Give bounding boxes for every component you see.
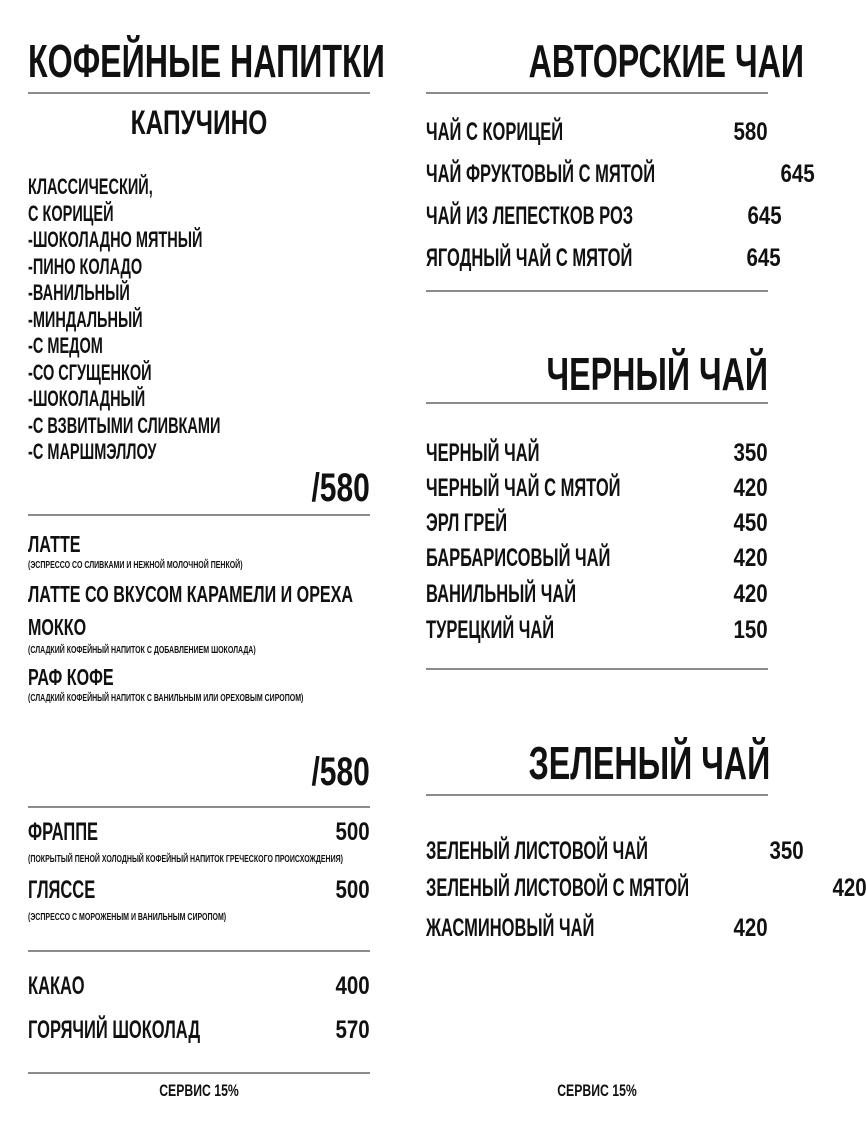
- raf-description: (СЛАДКИЙ КОФЕЙНЫЙ НАПИТОК С ВАНИЛЬНЫМ ИЛИ ОРЕХОВЫМ СИРОПОМ): [28, 693, 304, 704]
- mocha-name: МОККО: [28, 614, 87, 640]
- divider: [426, 794, 768, 796]
- item-price: 500: [335, 817, 370, 846]
- cappuccino-line: -СО СГУЩЕНКОЙ: [28, 359, 152, 385]
- divider: [28, 950, 370, 952]
- cappuccino-line: -С МЕДОМ: [28, 333, 103, 358]
- menu-item-frappe: [28, 816, 370, 848]
- cappuccino-line: -МИНДАЛЬНЫЙ: [28, 306, 143, 332]
- cappuccino-line: -С МАРШМЭЛЛОУ: [28, 439, 157, 464]
- cappuccino-title: КАПУЧИНО: [130, 104, 268, 142]
- item-name: ФРАППЕ: [28, 817, 99, 846]
- service-charge-note: СЕРВИС 15%: [557, 1081, 637, 1100]
- latte-description: (ЭСПРЕССО СО СЛИВКАМИ И НЕЖНОЙ МОЛОЧНОЙ ПЕНКОЙ): [28, 560, 243, 571]
- service-charge-note: СЕРВИС 15%: [159, 1081, 239, 1100]
- item-name: КАКАО: [28, 971, 85, 1000]
- item-price: 350: [769, 836, 805, 865]
- tea-column: [426, 0, 866, 1130]
- item-name: ЧАЙ ФРУКТОВЫЙ С МЯТОЙ: [426, 159, 656, 188]
- menu-item: [426, 437, 768, 469]
- menu-item: [426, 200, 782, 232]
- item-name: ЗЕЛЕНЫЙ ЛИСТОВОЙ ЧАЙ: [426, 836, 649, 865]
- divider: [28, 1072, 370, 1074]
- item-name: ВАНИЛЬНЫЙ ЧАЙ: [426, 579, 577, 608]
- latte-group: [28, 530, 370, 705]
- cappuccino-price: /580: [311, 466, 370, 510]
- menu-item: [426, 242, 781, 274]
- menu-item: [426, 507, 768, 539]
- item-price: 350: [733, 438, 768, 467]
- item-price: 645: [746, 243, 781, 272]
- divider: [426, 402, 768, 404]
- divider: [426, 290, 768, 292]
- menu-item: [426, 912, 768, 944]
- divider: [426, 668, 768, 670]
- mocha-description: (СЛАДКИЙ КОФЕЙНЫЙ НАПИТОК С ДОБАВЛЕНИЕМ ШОКОЛАДА): [28, 645, 256, 656]
- item-price: 400: [335, 971, 370, 1000]
- cappuccino-line: КЛАССИЧЕСКИЙ,: [28, 174, 153, 199]
- menu-item: [426, 158, 815, 190]
- item-price: 570: [335, 1015, 370, 1044]
- divider: [28, 806, 370, 808]
- item-price: 420: [733, 543, 768, 572]
- item-name: ЧЕРНЫЙ ЧАЙ С МЯТОЙ: [426, 473, 621, 502]
- cappuccino-line: -ШОКОЛАДНО МЯТНЫЙ: [28, 227, 203, 252]
- item-name: ЯГОДНЫЙ ЧАЙ С МЯТОЙ: [426, 243, 633, 272]
- author-tea-title: АВТОРСКИЕ ЧАИ: [528, 35, 804, 87]
- item-name: БАРБАРИСОВЫЙ ЧАЙ: [426, 543, 611, 572]
- menu-item-hot-chocolate: [28, 1014, 370, 1046]
- latte-name: ЛАТТЕ: [28, 531, 81, 557]
- item-price: 420: [733, 473, 768, 502]
- coffee-drinks-title: КОФЕЙНЫЕ НАПИТКИ: [28, 35, 385, 87]
- coffee-column: [28, 0, 385, 1130]
- menu-item-cocoa: [28, 970, 370, 1002]
- black-tea-title: ЧЕРНЫЙ ЧАЙ: [546, 348, 768, 400]
- frappe-description: (ПОКРЫТЫЙ ПЕНОЙ ХОЛОДНЫЙ КОФЕЙНЫЙ НАПИТОК ГРЕЧЕСКОГО ПРОИСХОЖДЕНИЯ): [28, 854, 343, 865]
- menu-item: [426, 472, 768, 504]
- latte-caramel-name: ЛАТТЕ СО ВКУСОМ КАРАМЕЛИ И ОРЕХА: [28, 581, 354, 607]
- menu-item: [426, 116, 768, 148]
- item-name: ТУРЕЦКИЙ ЧАЙ: [426, 615, 555, 644]
- glace-description: (ЭСПРЕССО С МОРОЖЕНЫМ И ВАНИЛЬНЫМ СИРОПОМ): [28, 912, 227, 923]
- menu-item: [426, 835, 805, 867]
- item-price: 420: [733, 913, 768, 942]
- menu-item: [426, 542, 768, 574]
- divider: [28, 514, 370, 516]
- green-tea-title: ЗЕЛЕНЫЙ ЧАЙ: [528, 737, 771, 789]
- cappuccino-line: -С ВЗВИТЫМИ СЛИВКАМИ: [28, 412, 221, 438]
- item-price: 420: [832, 873, 866, 902]
- item-price: 150: [733, 615, 768, 644]
- divider: [426, 92, 768, 94]
- cappuccino-line: С КОРИЦЕЙ: [28, 200, 114, 226]
- item-name: ЧЕРНЫЙ ЧАЙ: [426, 438, 540, 467]
- item-name: ГЛЯССЕ: [28, 875, 96, 904]
- cappuccino-line: -ВАНИЛЬНЫЙ: [28, 280, 130, 305]
- item-price: 645: [780, 159, 815, 188]
- menu-item: [426, 614, 768, 646]
- item-name: ЭРЛ ГРЕЙ: [426, 508, 508, 537]
- menu-item: [426, 578, 768, 610]
- raf-name: РАФ КОФЕ: [28, 664, 114, 690]
- item-price: 450: [733, 508, 768, 537]
- item-price: 500: [335, 875, 370, 904]
- item-name: ЖАСМИНОВЫЙ ЧАЙ: [426, 913, 595, 942]
- menu-item: [426, 872, 866, 904]
- item-name: ГОРЯЧИЙ ШОКОЛАД: [28, 1015, 201, 1044]
- cappuccino-line: -ПИНО КОЛАДО: [28, 253, 143, 279]
- item-name: ЗЕЛЕНЫЙ ЛИСТОВОЙ С МЯТОЙ: [426, 873, 690, 902]
- item-price: 420: [733, 579, 768, 608]
- item-name: ЧАЙ С КОРИЦЕЙ: [426, 117, 564, 146]
- item-price: 645: [747, 201, 782, 230]
- latte-group-price: /580: [311, 750, 370, 794]
- menu-item-glace: [28, 874, 370, 906]
- divider: [28, 92, 370, 94]
- item-price: 580: [733, 117, 768, 146]
- item-name: ЧАЙ ИЗ ЛЕПЕСТКОВ РОЗ: [426, 201, 634, 230]
- cappuccino-list: [28, 174, 370, 466]
- cappuccino-line: -ШОКОЛАДНЫЙ: [28, 386, 146, 411]
